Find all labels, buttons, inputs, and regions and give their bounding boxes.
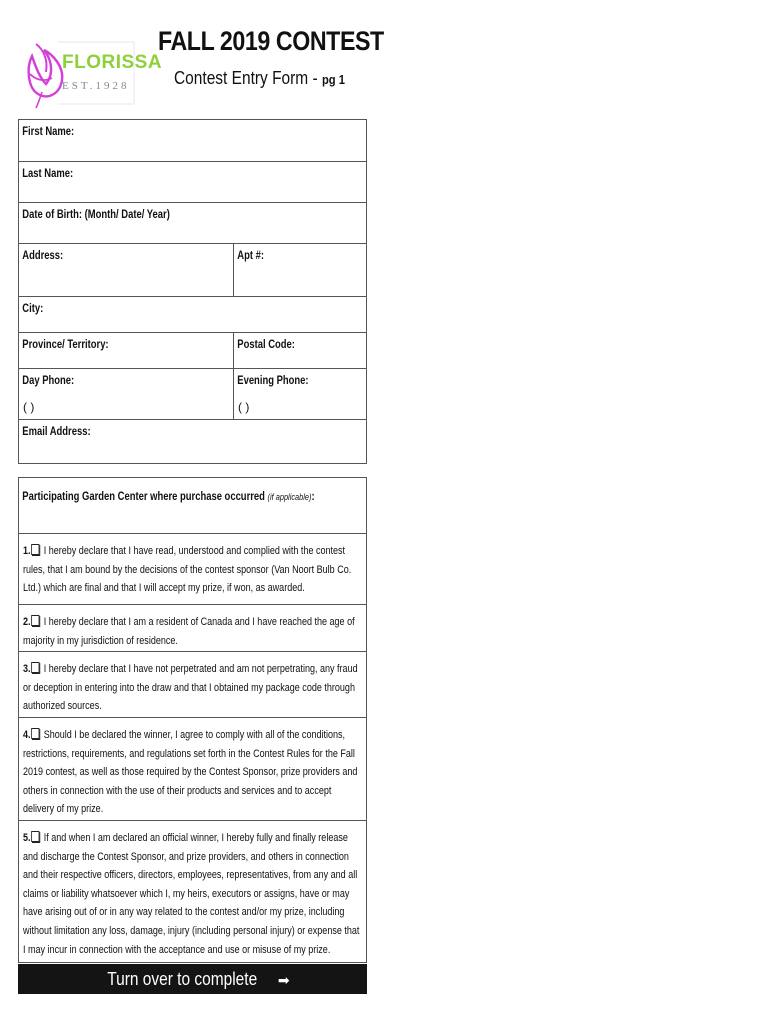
evening-phone-area-code: ( ) bbox=[238, 400, 250, 414]
declaration-3 bbox=[19, 652, 366, 718]
apt-field[interactable] bbox=[234, 244, 366, 296]
email-field[interactable] bbox=[19, 420, 366, 463]
first-name-field[interactable] bbox=[19, 120, 366, 162]
declaration-number: 5. bbox=[23, 832, 31, 844]
logo-established: EST.1928 bbox=[62, 80, 130, 92]
declaration-number: 1. bbox=[23, 545, 31, 557]
logo-wordmark: FLORISSA bbox=[62, 52, 163, 73]
turn-over-banner bbox=[18, 964, 367, 994]
address-row bbox=[19, 244, 366, 297]
declaration-number: 2. bbox=[23, 616, 31, 628]
evening-phone-field[interactable] bbox=[234, 369, 366, 419]
day-phone-label: Day Phone: bbox=[22, 375, 75, 387]
day-phone-field[interactable] bbox=[19, 369, 234, 419]
entry-form bbox=[18, 119, 367, 464]
subtitle-text: Contest Entry Form - bbox=[174, 68, 322, 88]
day-phone-area-code: ( ) bbox=[23, 400, 35, 414]
declaration-1 bbox=[19, 534, 366, 605]
last-name-label: Last Name: bbox=[22, 168, 74, 180]
apt-label: Apt #: bbox=[237, 250, 265, 262]
declaration-5-checkbox[interactable] bbox=[31, 831, 39, 842]
garden-center-note: (if applicable) bbox=[267, 492, 312, 502]
postal-code-field[interactable] bbox=[234, 333, 366, 368]
declaration-text: I hereby declare that I have read, understood and complied with the contest rules, that I am bound by the decisions of the contest sponsor (Van Noort Bulb Co. Ltd.) which are final and that I will accept my prize, if won, as awarded. bbox=[23, 545, 352, 595]
garden-center-field[interactable] bbox=[19, 478, 366, 534]
garden-center-text: Participating Garden Center where purchase occurred bbox=[22, 491, 265, 503]
garden-center-colon: : bbox=[311, 491, 315, 503]
address-label: Address: bbox=[22, 250, 64, 262]
declaration-3-checkbox[interactable] bbox=[31, 662, 39, 673]
florissa-logo bbox=[22, 34, 163, 110]
declaration-5 bbox=[19, 821, 366, 962]
province-label: Province/ Territory: bbox=[22, 339, 109, 351]
declaration-text: I hereby declare that I am a resident of Canada and I have reached the age of majority in my jurisdiction of residence. bbox=[23, 616, 355, 647]
dob-field[interactable] bbox=[19, 203, 366, 244]
declaration-1-checkbox[interactable] bbox=[31, 544, 39, 555]
postal-code-label: Postal Code: bbox=[237, 339, 295, 351]
declaration-text: I hereby declare that I have not perpetrated and am not perpetrating, any fraud or deception in entering into the draw and that I obtained my package code through authorized sources. bbox=[23, 663, 358, 713]
declaration-number: 3. bbox=[23, 663, 31, 675]
declaration-number: 4. bbox=[23, 729, 31, 741]
arrow-right-icon: ➡ bbox=[277, 972, 290, 988]
address-field[interactable] bbox=[19, 244, 234, 296]
dob-label: Date of Birth: (Month/ Date/ Year) bbox=[22, 209, 170, 221]
page-number: pg 1 bbox=[321, 72, 345, 87]
city-field[interactable] bbox=[19, 297, 366, 333]
page-subtitle bbox=[174, 68, 345, 89]
declaration-2 bbox=[19, 605, 366, 652]
declaration-4 bbox=[19, 718, 366, 821]
turn-over-text: Turn over to complete bbox=[107, 969, 258, 989]
phone-row bbox=[19, 369, 366, 420]
city-label: City: bbox=[22, 303, 44, 315]
province-row bbox=[19, 333, 366, 369]
province-field[interactable] bbox=[19, 333, 234, 368]
email-label: Email Address: bbox=[22, 426, 91, 438]
declarations-form bbox=[18, 477, 367, 963]
declaration-text: Should I be declared the winner, I agree to comply with all of the conditions, restrictions, requirements, and regulations set forth in the Contest Rules for the Fall 2019 contest, as well as those required by the Contest Sponsor, prize providers and others in connection with the use of their products and services and to accept delivery of my prize. bbox=[23, 729, 358, 816]
declaration-4-checkbox[interactable] bbox=[31, 728, 39, 739]
garden-center-label bbox=[19, 478, 315, 503]
declaration-2-checkbox[interactable] bbox=[31, 615, 39, 626]
declaration-text: If and when I am declared an official winner, I hereby fully and finally release and discharge the Contest Sponsor, and prize providers, and others in connection and their respective officers, directors, employees, representatives, from any and all claims or liability whatsoever which I, my heirs, executors or assigns, have or may have arising out of or in any way related to the contest and/or my prize, including without limitation any loss, damage, injury (including personal injury) or expense that I may incur in connection with the acceptance and use or misuse of my prize. bbox=[23, 832, 360, 956]
last-name-field[interactable] bbox=[19, 162, 366, 203]
evening-phone-label: Evening Phone: bbox=[237, 375, 309, 387]
first-name-label: First Name: bbox=[22, 126, 75, 138]
page-title: FALL 2019 CONTEST bbox=[158, 26, 384, 56]
